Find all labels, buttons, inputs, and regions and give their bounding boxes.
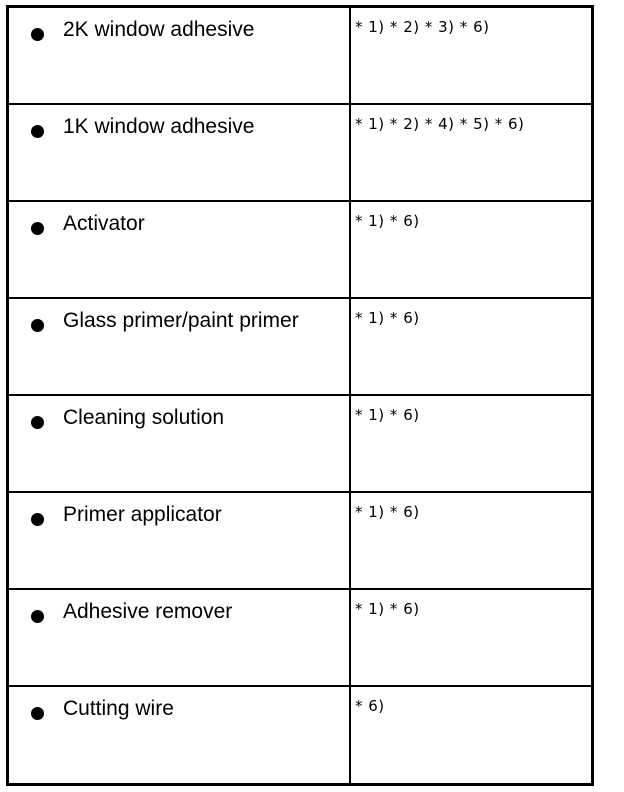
- item-label: Adhesive remover: [63, 600, 233, 623]
- bullet-icon: [31, 125, 44, 138]
- column-divider: [349, 396, 351, 491]
- reference-notes: * 1) * 6): [355, 309, 420, 327]
- bullet-icon: [31, 319, 44, 332]
- column-divider: [349, 299, 351, 394]
- reference-notes: * 1) * 6): [355, 406, 420, 424]
- item-label: Cutting wire: [63, 697, 174, 720]
- column-divider: [349, 590, 351, 685]
- table-row: [9, 105, 591, 202]
- reference-notes: * 1) * 6): [355, 600, 420, 618]
- bullet-icon: [31, 222, 44, 235]
- bullet-icon: [31, 610, 44, 623]
- table-row: [9, 299, 591, 396]
- materials-table: [6, 5, 594, 786]
- table-row: [9, 687, 591, 786]
- item-label: Cleaning solution: [63, 406, 225, 429]
- column-divider: [349, 105, 351, 200]
- table-row: [9, 590, 591, 687]
- item-label: Primer applicator: [63, 503, 222, 526]
- bullet-icon: [31, 28, 44, 41]
- table-row: [9, 8, 591, 105]
- item-label: Glass primer/paint primer: [63, 309, 299, 332]
- column-divider: [349, 687, 351, 786]
- item-label: 2K window adhesive: [63, 18, 255, 41]
- reference-notes: * 1) * 2) * 4) * 5) * 6): [355, 115, 525, 133]
- table-row: [9, 493, 591, 590]
- reference-notes: * 1) * 2) * 3) * 6): [355, 18, 490, 36]
- column-divider: [349, 8, 351, 103]
- bullet-icon: [31, 707, 44, 720]
- bullet-icon: [31, 513, 44, 526]
- item-label: 1K window adhesive: [63, 115, 255, 138]
- reference-notes: * 1) * 6): [355, 212, 420, 230]
- table-row: [9, 396, 591, 493]
- item-label: Activator: [63, 212, 145, 235]
- reference-notes: * 1) * 6): [355, 503, 420, 521]
- column-divider: [349, 202, 351, 297]
- table-row: [9, 202, 591, 299]
- reference-notes: * 6): [355, 697, 385, 715]
- column-divider: [349, 493, 351, 588]
- bullet-icon: [31, 416, 44, 429]
